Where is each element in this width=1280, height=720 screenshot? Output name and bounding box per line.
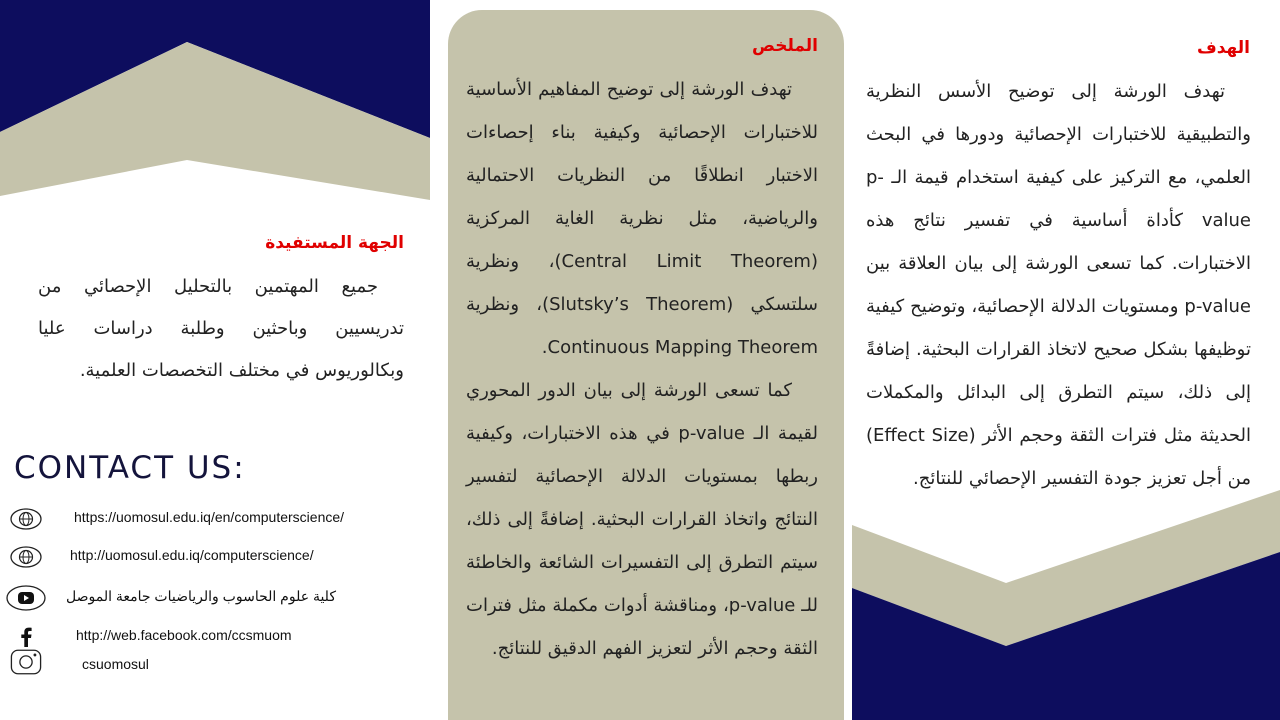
audience-text-body: جميع المهتمين بالتحليل الإحصائي من تدريسيين وباحثين وطلبة دراسات عليا وبكالوريوس في مختلف التخصصات العلمية. [38, 276, 404, 381]
youtube-icon [6, 586, 46, 610]
contact-instagram[interactable] [0, 648, 445, 682]
contact-website-en-link[interactable]: https://uomosul.edu.iq/en/computerscience/ [74, 509, 345, 525]
contact-facebook-link[interactable]: http://web.facebook.com/ccsmuom [76, 627, 292, 643]
summary-paragraph-1: تهدف الورشة إلى توضيح المفاهيم الأساسية للاختبارات الإحصائية وكيفية بناء إحصاءات الاختبار انطلاقًا من النظريات الاحتمالية والرياضية، مثل نظرية الغاية المركزية (Central Limit Theorem)، ونظرية سلتسكي (Slutsky’s Theorem)، ونظرية Continuous Mapping Theorem. [466, 79, 818, 358]
contact-youtube-label[interactable]: كلية علوم الحاسوب والرياضيات جامعة الموصل [66, 588, 336, 604]
goal-heading: الهدف [1196, 38, 1250, 58]
contact-website-ar[interactable] [0, 541, 445, 575]
facebook-icon [10, 625, 42, 649]
contact-title: CONTACT US: [14, 450, 246, 486]
summary-text [466, 68, 818, 670]
summary-paragraph-2: كما تسعى الورشة إلى بيان الدور المحوري لقيمة الـ p-value في هذه الاختبارات، وكيفية ربطها بمستويات الدلالة الإحصائية لتفسير النتائج واتخاذ القرارات البحثية. إضافةً إلى ذلك، سيتم التطرق إلى التفسيرات الشائعة والخاطئة للـ p-value، ومناقشة أدوات مكملة مثل فترات الثقة وحجم الأثر لتعزيز الفهم الدقيق للنتائج. [466, 380, 819, 659]
contact-website-en[interactable] [0, 503, 445, 537]
contact-website-ar-link[interactable]: http://uomosul.edu.iq/computerscience/ [70, 547, 314, 563]
audience-heading: الجهة المستفيدة [265, 233, 404, 253]
audience-text [38, 266, 404, 392]
summary-heading: الملخص [752, 36, 818, 56]
globe-icon [10, 545, 42, 569]
goal-text-body: تهدف الورشة إلى توضيح الأسس النظرية والتطبيقية للاختبارات الإحصائية ودورها في البحث العلمي، مع التركيز على كيفية استخدام قيمة الـ p-value كأداة أساسية في تفسير نتائج هذه الاختبارات. كما تسعى الورشة إلى بيان العلاقة بين p-value ومستويات الدلالة الإحصائية، وتوضيح كيفية توظيفها بشكل صحيح لاتخاذ القرارات البحثية. إضافةً إلى ذلك، سيتم التطرق إلى البدائل والمكملات الحديثة مثل فترات الثقة وحجم الأثر (Effect Size) من أجل تعزيز جودة التفسير الإحصائي للنتائج. [866, 81, 1251, 489]
globe-icon [10, 507, 42, 531]
contact-instagram-handle[interactable]: csuomosul [82, 656, 149, 672]
goal-text [866, 70, 1251, 500]
instagram-icon [10, 650, 42, 674]
contact-youtube[interactable] [0, 582, 445, 616]
